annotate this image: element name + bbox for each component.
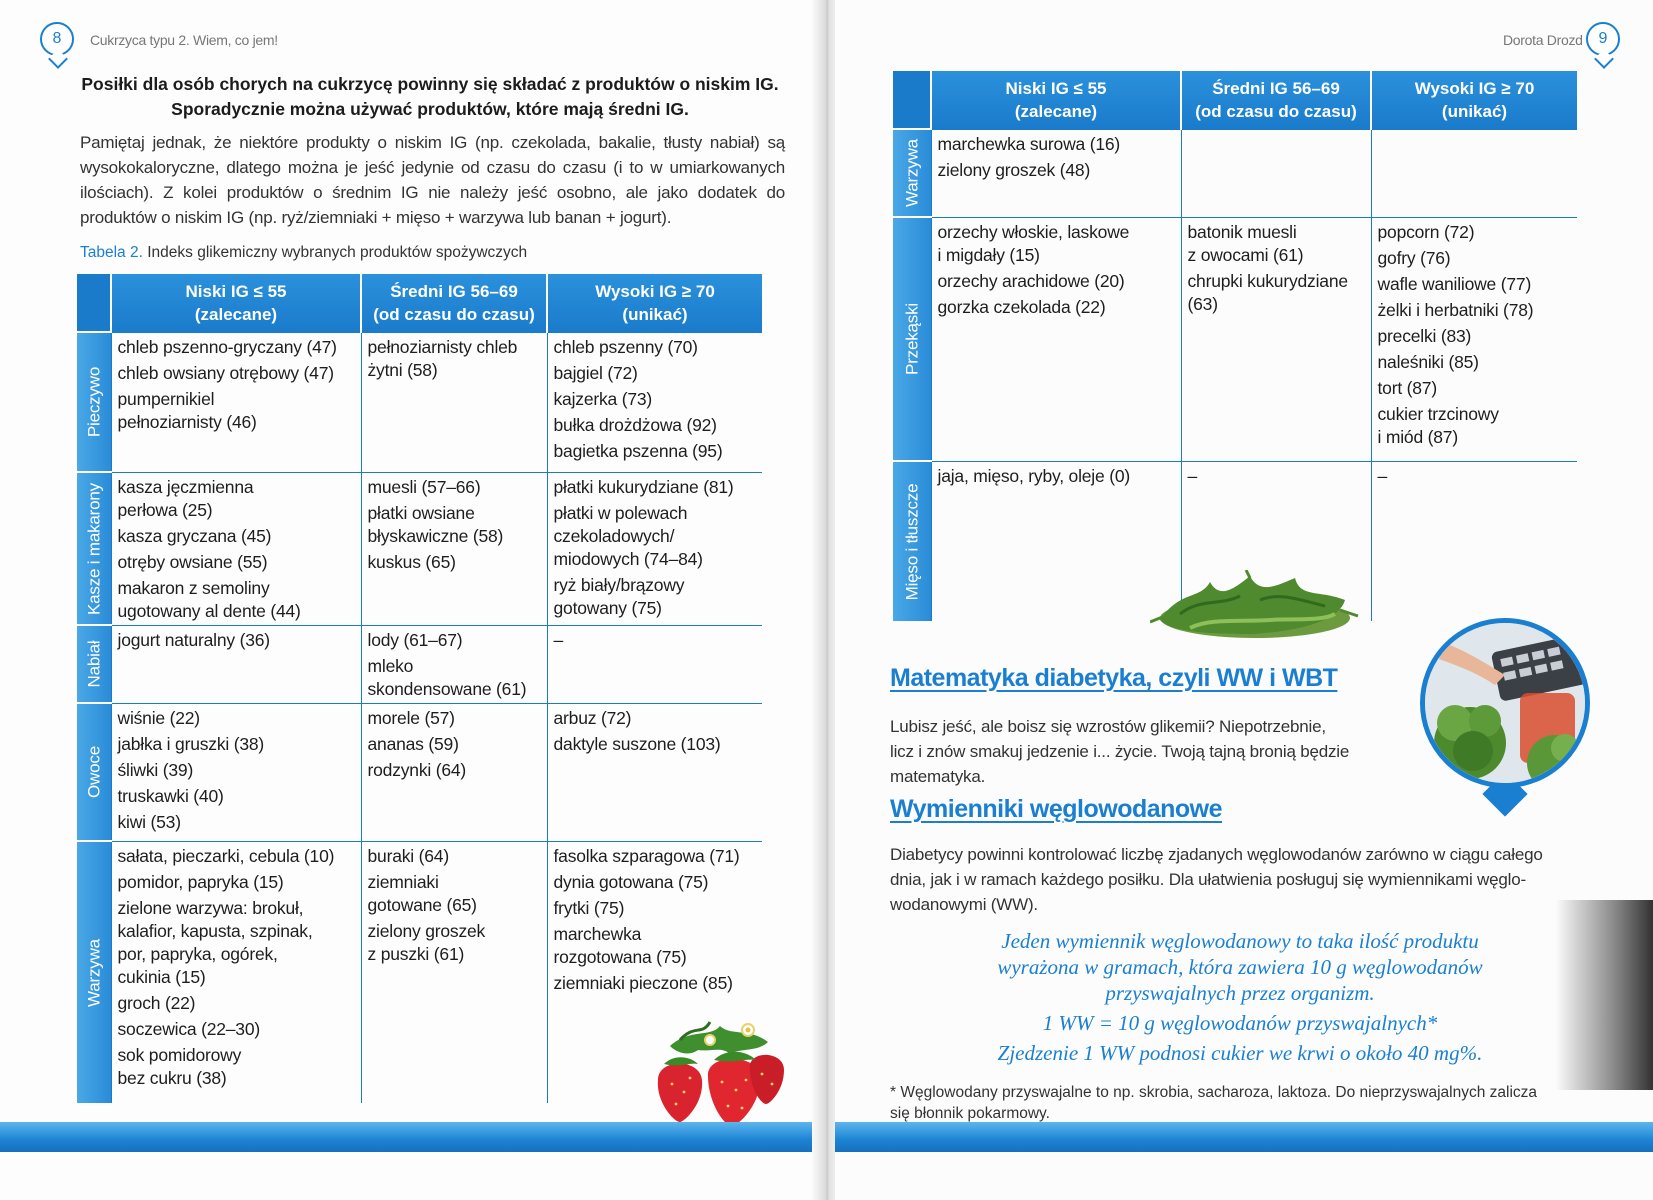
quote-line-2: wyrażona w gramach, która zawiera 10 g węglowodanów bbox=[997, 955, 1483, 979]
section-title-exchanges: Wymienniki węglowodanowe bbox=[890, 795, 1223, 823]
product-item: mleko skondensowane (61) bbox=[367, 655, 527, 699]
category-label bbox=[77, 472, 111, 625]
left-page bbox=[0, 0, 820, 1200]
product-item: naleśniki (85) bbox=[1377, 351, 1479, 372]
product-item: kasza jęczmienna perłowa (25) bbox=[117, 476, 254, 520]
table-row bbox=[77, 625, 762, 703]
product-item: chleb pszenny (70) bbox=[553, 336, 698, 357]
cell-low-ig bbox=[111, 625, 361, 703]
product-item: płatki kukurydziane (81) bbox=[553, 476, 734, 497]
product-item: fasolka szparagowa (71) bbox=[553, 845, 740, 866]
category-label bbox=[77, 841, 111, 1103]
product-item: zielone warzywa: brokuł, kalafior, kapusta, szpinak, por, papryka, ogórek, cukinia (15) bbox=[117, 897, 313, 987]
product-item: sałata, pieczarki, cebula (10) bbox=[117, 845, 335, 866]
category-label bbox=[77, 332, 111, 472]
product-item: arbuz (72) bbox=[553, 707, 632, 728]
header-medium-ig: Średni IG 56–69 (od czasu do czasu) bbox=[361, 274, 547, 332]
cell-high-ig bbox=[547, 472, 762, 625]
header-high-ig: Wysoki IG ≥ 70 (unikać) bbox=[547, 274, 762, 332]
product-item: bajgiel (72) bbox=[553, 362, 638, 383]
category-label bbox=[77, 703, 111, 841]
bottom-band-right bbox=[835, 1122, 1653, 1152]
header-corner-right bbox=[893, 71, 931, 129]
product-item: ziemniaki pieczone (85) bbox=[553, 972, 733, 993]
cell-high-ig bbox=[547, 703, 762, 841]
category-text: Owoce bbox=[84, 746, 104, 798]
cell-high-ig bbox=[1371, 129, 1577, 217]
cell-medium-ig bbox=[361, 841, 547, 1103]
quote-line-3: przyswajalnych przez organizm. bbox=[1105, 981, 1375, 1005]
header-high-ig-right: Wysoki IG ≥ 70 (unikać) bbox=[1371, 71, 1577, 129]
category-text: Warzywa bbox=[902, 139, 922, 207]
product-item: ryż biały/brązowy gotowany (75) bbox=[553, 574, 685, 618]
product-item: orzechy włoskie, laskowe i migdały (15) bbox=[937, 221, 1130, 265]
product-item: wiśnie (22) bbox=[117, 707, 200, 728]
category-text: Przekąski bbox=[902, 303, 922, 375]
product-item: śliwki (39) bbox=[117, 759, 194, 780]
product-item: precelki (83) bbox=[1377, 325, 1472, 346]
cell-low-ig bbox=[111, 332, 361, 472]
header-corner bbox=[77, 274, 111, 332]
intro-bold-text: Posiłki dla osób chorych na cukrzycę powinny się składać z produktów o niskim IG. Sporadycznie można używać produktów, które mają średni IG. bbox=[81, 74, 779, 119]
product-item: truskawki (40) bbox=[117, 785, 224, 806]
product-item: frytki (75) bbox=[553, 897, 625, 918]
glycemic-index-table-right bbox=[893, 71, 1577, 621]
table-row bbox=[77, 472, 762, 625]
product-item: daktyle suszone (103) bbox=[553, 733, 721, 754]
page-number-left: 8 bbox=[40, 22, 74, 56]
cell-low-ig bbox=[931, 129, 1181, 217]
cell-medium-ig bbox=[1181, 217, 1371, 461]
herbs-illustration bbox=[1150, 570, 1360, 645]
product-item: bagietka pszenna (95) bbox=[553, 440, 723, 461]
product-item: groch (22) bbox=[117, 992, 196, 1013]
product-item: pełnoziarnisty chleb żytni (58) bbox=[367, 336, 518, 380]
category-label bbox=[77, 625, 111, 703]
product-item: zielony groszek (48) bbox=[937, 159, 1091, 180]
product-item: bułka drożdżowa (92) bbox=[553, 414, 717, 435]
product-item: muesli (57–66) bbox=[367, 476, 481, 497]
product-item: zielony groszek z puszki (61) bbox=[367, 920, 486, 964]
table-row bbox=[77, 332, 762, 472]
product-item: gofry (76) bbox=[1377, 247, 1451, 268]
quote-line-4: 1 WW = 10 g węglowodanów przyswajalnych* bbox=[1042, 1011, 1438, 1035]
product-item: orzechy arachidowe (20) bbox=[937, 270, 1125, 291]
section-title-math: Matematyka diabetyka, czyli WW i WBT bbox=[890, 664, 1338, 692]
header-low-ig: Niski IG ≤ 55 (zalecane) bbox=[111, 274, 361, 332]
table-row bbox=[893, 217, 1577, 461]
running-head-right: Dorota Drozd bbox=[1503, 32, 1583, 48]
cell-medium-ig bbox=[361, 332, 547, 472]
cell-low-ig bbox=[111, 841, 361, 1103]
intro-paragraph: Pamiętaj jednak, że niektóre produkty o niskim IG (np. czekolada, bakalie, tłusty nabiał) są wysokokaloryczne, dlatego można je jeść jedynie od czasu do czasu (i to w umiarkowanych ilościach). Z kolei produktów o średnim IG nie należy jeść osobno, ale jako dodatek do produktów o niskim IG (np. ryż/ziemniaki + mięso + warzywa lub banan + jogurt). bbox=[80, 133, 785, 227]
category-text: Nabiał bbox=[84, 640, 104, 688]
cell-low-ig bbox=[111, 472, 361, 625]
product-item: jogurt naturalny (36) bbox=[117, 629, 270, 650]
product-item: popcorn (72) bbox=[1377, 221, 1475, 242]
section-text-math: Lubisz jeść, ale boisz się wzrostów glikemii? Niepotrzebnie, licz i znów smakuj jedzenie i... życie. Twoją tajną bronią będzie matematyka. bbox=[890, 717, 1350, 786]
product-item: – bbox=[1377, 465, 1388, 486]
table-row bbox=[77, 703, 762, 841]
product-item: buraki (64) bbox=[367, 845, 449, 866]
strawberries-illustration bbox=[650, 1018, 790, 1128]
cell-low-ig bbox=[111, 703, 361, 841]
product-item: marchewka surowa (16) bbox=[937, 133, 1121, 154]
category-text: Pieczywo bbox=[84, 366, 104, 438]
running-head-left: Cukrzyca typu 2. Wiem, co jem! bbox=[90, 32, 278, 48]
category-label bbox=[893, 129, 931, 217]
header-medium-ig-right: Średni IG 56–69 (od czasu do czasu) bbox=[1181, 71, 1371, 129]
product-item: cukier trzcinowy i miód (87) bbox=[1377, 403, 1499, 447]
table-caption-text: Indeks glikemiczny wybranych produktów spożywczych bbox=[147, 244, 528, 261]
cell-low-ig bbox=[931, 217, 1181, 461]
category-text: Mięso i tłuszcze bbox=[902, 483, 922, 600]
category-label bbox=[893, 461, 931, 621]
product-item: lody (61–67) bbox=[367, 629, 463, 650]
product-item: kiwi (53) bbox=[117, 811, 181, 832]
table-caption-label: Tabela 2. bbox=[80, 244, 143, 261]
product-item: – bbox=[553, 629, 564, 650]
section-text-exchanges: Diabetycy powinni kontrolować liczbę zjadanych węglowodanów zarówno w ciągu całego dnia, jak i w ramach każdego posiłku. Dla ułatwienia posługuj się wymiennikami węglo- wodanowymi (WW). bbox=[890, 845, 1543, 914]
category-text: Kasze i makarony bbox=[84, 482, 104, 615]
header-low-ig-right: Niski IG ≤ 55 (zalecane) bbox=[931, 71, 1181, 129]
table-row bbox=[893, 129, 1577, 217]
page-number-right: 9 bbox=[1586, 22, 1620, 56]
product-item: gorzka czekolada (22) bbox=[937, 296, 1106, 317]
product-item: jaja, mięso, ryby, oleje (0) bbox=[937, 465, 1130, 486]
product-item: chleb pszenno-gryczany (47) bbox=[117, 336, 337, 357]
product-item: ananas (59) bbox=[367, 733, 459, 754]
product-item: płatki owsiane błyskawiczne (58) bbox=[367, 502, 504, 546]
product-item: żelki i herbatniki (78) bbox=[1377, 299, 1534, 320]
product-item: chleb owsiany otrębowy (47) bbox=[117, 362, 334, 383]
cell-low-ig bbox=[931, 461, 1181, 621]
calculator-broccoli-photo bbox=[1420, 618, 1590, 788]
product-item: kuskus (65) bbox=[367, 551, 456, 572]
product-item: tort (87) bbox=[1377, 377, 1437, 398]
cell-medium-ig bbox=[361, 703, 547, 841]
product-item: kasza gryczana (45) bbox=[117, 525, 272, 546]
product-item: sok pomidorowy bez cukru (38) bbox=[117, 1044, 242, 1088]
category-label bbox=[893, 217, 931, 461]
cell-medium-ig bbox=[361, 472, 547, 625]
product-item: pomidor, papryka (15) bbox=[117, 871, 284, 892]
product-item: wafle waniliowe (77) bbox=[1377, 273, 1532, 294]
product-item: batonik muesli z owocami (61) bbox=[1187, 221, 1304, 265]
cell-high-ig bbox=[1371, 217, 1577, 461]
product-item: płatki w polewach czekoladowych/ miodowych (74–84) bbox=[553, 502, 703, 569]
quote-line-5: Zjedzenie 1 WW podnosi cukier we krwi o około 40 mg%. bbox=[997, 1041, 1483, 1065]
cell-high-ig bbox=[547, 332, 762, 472]
product-item: kajzerka (73) bbox=[553, 388, 653, 409]
product-item: dynia gotowana (75) bbox=[553, 871, 709, 892]
table-caption bbox=[80, 244, 527, 262]
cell-high-ig bbox=[547, 625, 762, 703]
product-item: chrupki kukurydziane (63) bbox=[1187, 270, 1348, 314]
product-item: soczewica (22–30) bbox=[117, 1018, 261, 1039]
product-item: jabłka i gruszki (38) bbox=[117, 733, 265, 754]
bottom-band-left bbox=[0, 1122, 820, 1152]
product-item: ziemniaki gotowane (65) bbox=[367, 871, 477, 915]
cell-high-ig bbox=[1371, 461, 1577, 621]
product-item: marchewka rozgotowana (75) bbox=[553, 923, 687, 967]
footnote: * Węglowodany przyswajalne to np. skrobia, sacharoza, laktoza. Do nieprzyswajalnych zalicza się błonnik pokarmowy. bbox=[890, 1084, 1538, 1122]
product-item: makaron z semoliny ugotowany al dente (44) bbox=[117, 577, 301, 621]
product-item: pumpernikiel pełnoziarnisty (46) bbox=[117, 388, 257, 432]
category-text: Warzywa bbox=[84, 938, 104, 1007]
page-shadow bbox=[1555, 900, 1653, 1090]
glycemic-index-table-left bbox=[77, 274, 762, 1103]
product-item: otręby owsiane (55) bbox=[117, 551, 268, 572]
quote-line-1: Jeden wymiennik węglowodanowy to taka ilość produktu bbox=[1001, 929, 1479, 953]
cell-medium-ig bbox=[1181, 129, 1371, 217]
definition-quote bbox=[900, 928, 1580, 1066]
product-item: morele (57) bbox=[367, 707, 455, 728]
cell-medium-ig bbox=[361, 625, 547, 703]
product-item: rodzynki (64) bbox=[367, 759, 467, 780]
product-item: – bbox=[1187, 465, 1198, 486]
